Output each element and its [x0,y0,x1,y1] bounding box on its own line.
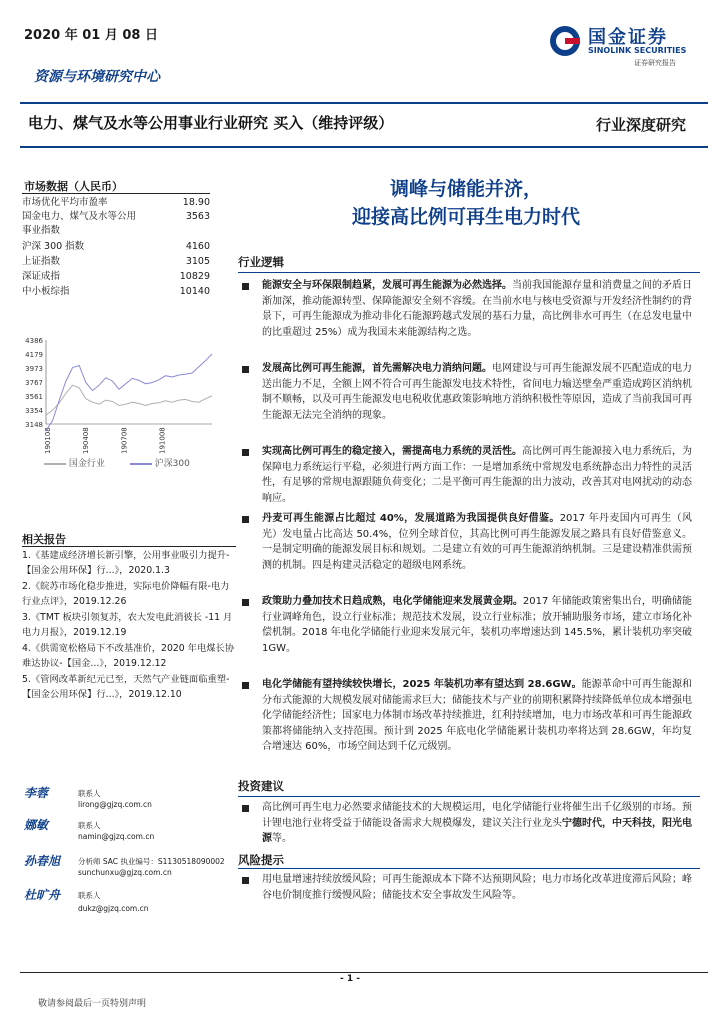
analyst-email[interactable]: sunchunxu@gjzq.com.cn [78,868,172,877]
section-title-risk: 风险提示 [238,853,284,867]
series-line-industry [46,385,212,415]
related-reports-rule [22,546,236,547]
y-tick-label: 3561 [25,392,43,401]
market-row: 中小板综指 10140 [22,286,210,297]
analyst-role: 联系人 [78,821,101,830]
chart-axes [46,340,212,424]
market-row: 国金电力、煤气及水等公用 3563 [22,211,210,222]
market-index-chart [20,334,216,454]
analyst-role: 联系人 [78,789,101,798]
logic-paragraph: 丹麦可再生能源占比超过 40%，发展道路为我国提供良好借鉴。2017 年丹麦国内可再生（风光）发电量占比高达 50.4%，位列全球首位，其高比例可再生能源发展之路具有良好借鉴意义。一是制定明确的能源发展目标和规划。二是建立有效的可再生能源消纳机制。三是建设精准供需预测的机制。四是构建灵活稳定的超级电网系统。 [262,513,692,571]
y-tick-label: 3354 [25,407,43,416]
legend-label-hs300: 沪深300 [154,459,190,469]
analyst-email[interactable]: namin@gjzq.com.cn [78,832,155,841]
main-title-line2: 迎接高比例可再生电力时代 [351,206,580,228]
bullet-icon [242,682,249,689]
x-tick-label: 190408 [82,427,91,454]
header-rule-top [20,102,708,104]
x-tick-label: 190708 [120,427,129,454]
section-title-logic: 行业逻辑 [238,255,284,269]
bullet-icon [242,805,249,812]
series-line-hs300 [46,354,212,431]
logic-paragraph: 能源安全与环保限制趋紧，发展可再生能源为必然选择。当前我国能源存量和消费量之间的矛盾日渐加深，推动能源转型、保障能源安全刻不容缓。在当前水电与核电受资源与开发经济性制约的背景下，可再生能源成为推动非化石能源跨越式发展的基石力量，高比例非水可再生（在总发电量中的比重超过 25%）成为我国未来能源结构之选。 [262,280,692,338]
legend-label-industry: 国金行业 [68,459,105,469]
bullet-icon [242,877,249,884]
bullet-icon [242,449,249,456]
report-type: 行业深度研究 [595,116,686,134]
market-row: 事业指数 [22,225,61,236]
related-report-item[interactable]: 3.《TMT 板块引领复苏，农大发电此消彼长 -11 月电力月报》，2019.12.19 [22,612,233,638]
related-report-item[interactable]: 1.《基建成经济增长新引擎，公用事业吸引力提升-【国金公用环保】行...》，2020.1.3 [22,550,230,576]
section-rule-logic [238,272,700,273]
y-tick-label: 3767 [25,379,43,387]
header-rule-bottom [20,146,708,148]
analyst-name: 李蓉 [24,786,49,800]
footer-rule [20,972,708,973]
analyst-role: 联系人 [78,891,101,900]
related-report-item[interactable]: 2.《皖苏市场化稳步推进，实际电价降幅有限-电力行业点评》，2019.12.26 [22,581,230,607]
x-tick-label: 191008 [158,427,167,454]
logic-paragraph: 电化学储能有望持续较快增长，2025 年装机功率有望达到 28.6GW。能源革命中可再生能源和分布式能源的大规模发展对储能需求巨大；储能技术与产业的前期积累降持续降低单位成本增强电化学储能经济性；国家电力体制市场改革持续推进，红利持续增加，电力市场改革和可再生能源政策都将储能纳入支持范围。预计到 2025 年底电化学储能累计装机功率将达到 28.6GW，年均复合增速达 60%，市场空间达到千亿元级别。 [262,679,692,753]
market-row: 沪深 300 指数 4160 [22,241,210,252]
y-tick-label: 3973 [25,365,43,374]
analyst-email[interactable]: dukz@gjzq.com.cn [78,904,149,913]
analyst-email[interactable]: lirong@gjzq.com.cn [78,800,152,809]
logo-en-text: SINOLINK SECURITIES [588,46,687,55]
y-tick-label: 4386 [25,337,43,345]
x-tick-label: 190108 [44,427,52,454]
bullet-icon [242,283,249,290]
logo-cn-text: 国金证券 [588,27,668,48]
section-rule-risk [238,868,700,869]
related-report-item[interactable]: 5.《管网改革新纪元已至，天然气产业链面临重塑-【国金公用环保】行...》，2019.12.10 [22,674,230,700]
invest-paragraph: 高比例可再生电力必然要求储能技术的大规模运用，电化学储能行业将催生出千亿级别的市场。预计锂电池行业将受益于储能设备需求大规模爆发，建议关注行业龙头宁德时代，中天科技，阳光电源等。 [262,802,692,845]
logic-paragraph: 实现高比例可再生的稳定接入，需提高电力系统的灵活性。高比例可再生能源接入电力系统后，为保障电力系统运行平稳，必须进行两方面工作：一是增加系统中常规发电系统静态出力特性的灵活性，有足够的常规电源跟随负荷变化；二是平衡可再生能源的出力波动，改善其对电网扰动的动态响应。 [262,446,692,504]
section-rule-invest [238,796,700,797]
market-data-rule [22,193,210,194]
market-row: 市场优化平均市盈率 18.90 [22,197,210,208]
chart-legend [44,456,190,469]
y-tick-label: 3148 [25,421,43,429]
logic-paragraph: 政策助力叠加技术日趋成熟，电化学储能迎来发展黄金期。2017 年储能政策密集出台，明确储能行业调峰角色，设立行业标准；规范技术发展，设立行业标准；放开辅助服务市场，建立市场化补偿机制。2018 年电化学储能行业迎来发展元年，装机功率增速达到 145.5%，累计装机功率突破 1GW。 [262,596,692,654]
related-report-item[interactable]: 4.《供需宽松格局下不改基准价，2020 年电煤长协难达协议-【国金...》，2019.12.12 [22,643,235,669]
bullet-icon [242,516,249,523]
legend-swatch-industry [44,463,66,465]
logic-paragraph: 发展高比例可再生能源，首先需解决电力消纳问题。电网建设与可再生能源发展不匹配造成的电力送出能力不足，全额上网不符合可再生能源发电技术特性，省间电力输送壁垒严重造成跨区消纳机制不顺畅，以及可再生能源发电电税收优惠政策影响地方消纳积极性等原因，造成了当前我国可再生能源无法完全消纳的现象。 [262,363,692,421]
report-date: 2020 年 01 月 08 日 [24,28,158,43]
risk-paragraph: 用电量增速持续放缓风险；可再生能源成本下降不达预期风险；电力市场化改革进度滞后风险；峰谷电价制度推行缓慢风险；储能技术安全事故发生风险等。 [262,874,692,901]
research-center: 资源与环境研究中心 [34,69,160,85]
logo-subtitle: 证券研究报告 [634,59,676,67]
market-row: 深证成指 10829 [22,271,210,282]
legend-swatch-hs300 [130,463,152,465]
bullet-icon [242,366,249,373]
footer-note: 敬请参阅最后一页特别声明 [38,999,147,1009]
analyst-name: 杜旷舟 [24,888,61,902]
page-number: - 1 - [340,974,360,984]
analyst-name: 孙春旭 [24,854,61,868]
related-reports-list [22,549,236,704]
main-title-line1: 调峰与储能并济， [389,178,542,200]
market-row: 上证指数 3105 [22,256,210,267]
section-title-invest: 投资建议 [238,779,284,793]
y-tick-label: 4179 [25,351,43,360]
market-data-title: 市场数据（人民币） [24,180,123,193]
analyst-role: 分析师 SAC 执业编号：S1130518090002 [78,857,225,866]
sinolink-logo-icon [548,24,582,58]
analyst-name: 娜敏 [24,818,49,832]
bullet-icon [242,599,249,606]
sinolink-logo [548,22,708,70]
report-title: 电力、煤气及水等公用事业行业研究 买入（维持评级） [28,114,394,132]
related-reports-title: 相关报告 [22,533,66,546]
